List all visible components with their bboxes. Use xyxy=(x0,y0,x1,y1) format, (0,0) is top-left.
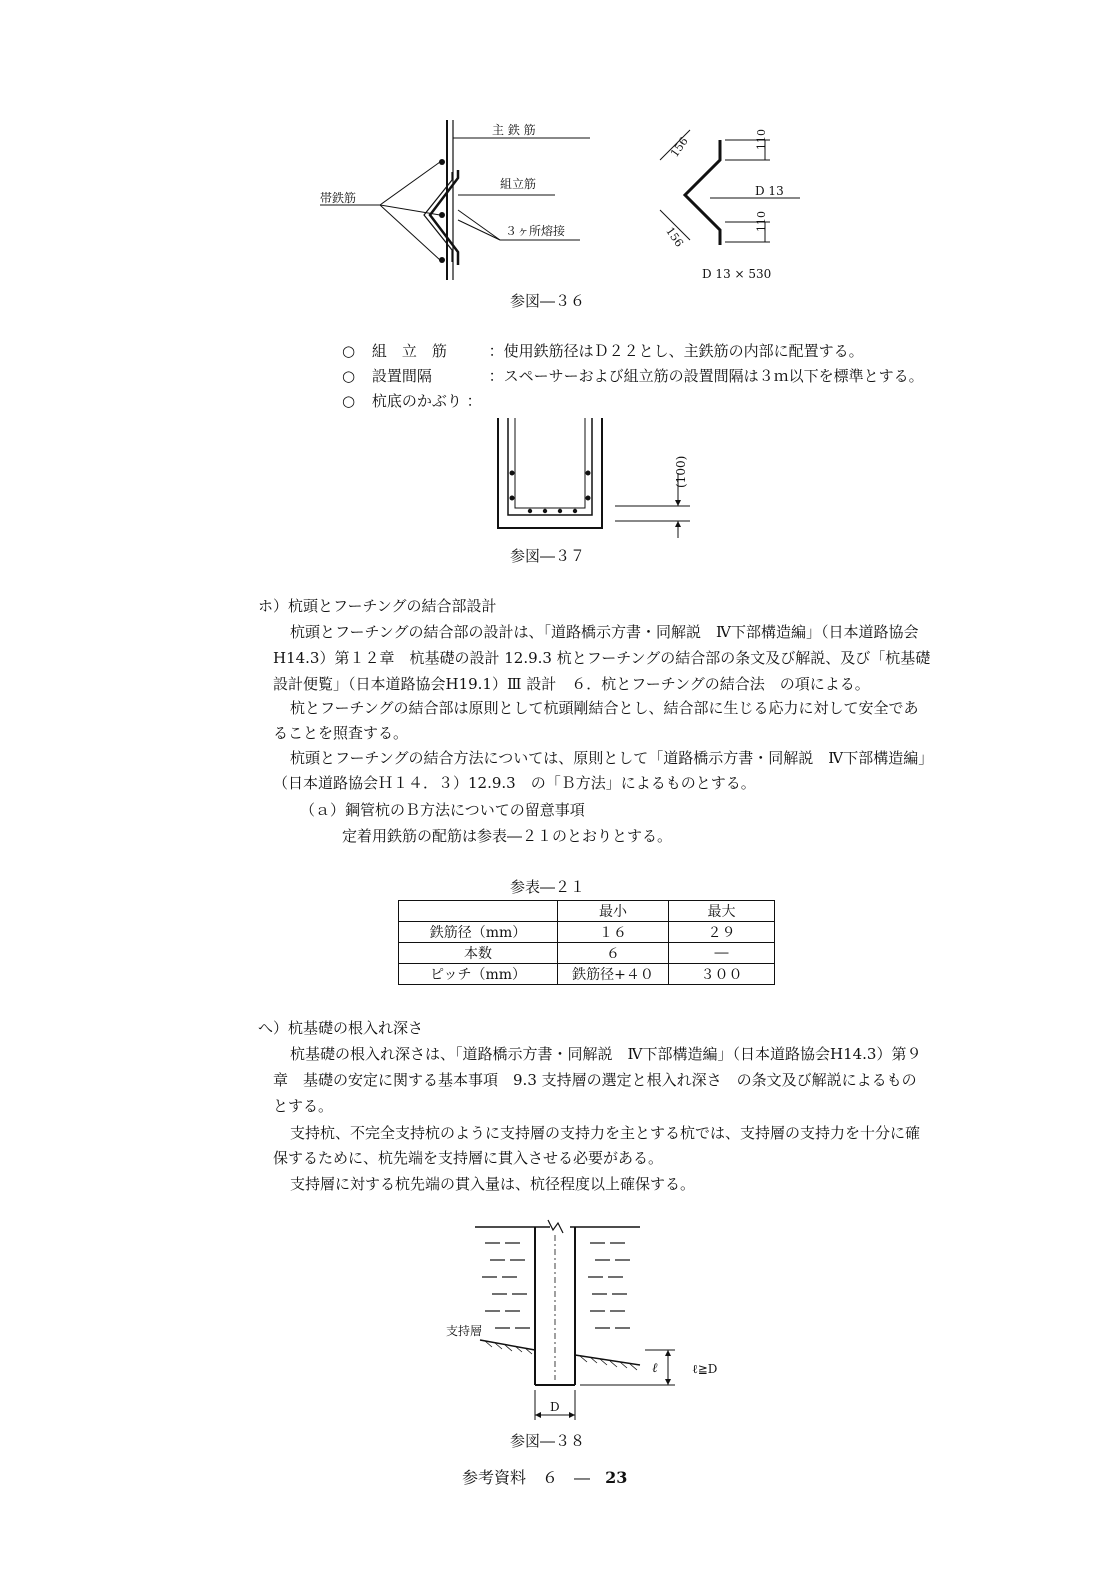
section-heading-ho: ホ）杭頭とフーチングの結合部設計 xyxy=(258,597,497,615)
table-row: ピッチ（mm） 鉄筋径+４０ ３００ xyxy=(399,964,775,985)
item-assembly-bar: ○ 組 立 筋 ：使用鉄筋径はＤ２２とし、主鉄筋の内部に配置する。 xyxy=(342,342,864,360)
dim-156-bottom: 156 xyxy=(663,224,686,250)
paragraph-line: 杭頭とフーチングの結合部の設計は、「道路橋示方書・同解説 Ⅳ下部構造編」（日本道路協会 xyxy=(290,623,919,641)
paragraph-line: （日本道路協会Ｈ１４．３）12.9.3 の「Ｂ方法」によるものとする。 xyxy=(273,774,756,792)
figure-36 xyxy=(300,120,820,285)
paragraph-line: 杭頭とフーチングの結合方法については、原則として「道路橋示方書・同解説 Ⅳ下部構造編」 xyxy=(290,749,934,767)
paragraph-line: 保するために、杭先端を支持層に貫入させる必要がある。 xyxy=(273,1149,664,1167)
table-row: 鉄筋径（mm） １６ ２９ xyxy=(399,922,775,943)
label-bearing-layer: 支持層 xyxy=(446,1324,483,1338)
paragraph-line: ることを照査する。 xyxy=(273,724,409,742)
label-d: D xyxy=(550,1400,560,1414)
section-heading-he: へ）杭基礎の根入れ深さ xyxy=(258,1019,424,1037)
paragraph-line: 杭とフーチングの結合部は原則として杭頭剛結合とし、結合部に生じる応力に対して安全であ xyxy=(290,699,919,717)
table-row: 本数 ６ ― xyxy=(399,943,775,964)
label-main-bar: 主 鉄 筋 xyxy=(492,123,536,137)
dim-110-top: 110 xyxy=(755,129,768,150)
dim-110-bottom: 110 xyxy=(755,211,768,232)
dim-100: (100) xyxy=(674,455,688,488)
page-number: 23 xyxy=(605,1468,628,1487)
item-interval: ○ 設置間隔 ：スペーサーおよび組立筋の設置間隔は３ｍ以下を標準とする。 xyxy=(342,367,924,385)
paragraph-line: 支持層に対する杭先端の貫入量は、杭径程度以上確保する。 xyxy=(290,1175,696,1193)
item-bottom-cover: ○ 杭底のかぶり ： xyxy=(342,392,482,410)
paragraph-line: 定着用鉄筋の配筋は参表―２１のとおりとする。 xyxy=(342,827,673,845)
figure-38 xyxy=(440,1215,740,1425)
label-hoop-bar: 帯鉄筋 xyxy=(320,191,357,205)
paragraph-line: 杭基礎の根入れ深さは、「道路橋示方書・同解説 Ⅳ下部構造編」（日本道路協会H14.3）第９ xyxy=(290,1045,922,1063)
caption-figure-36: 参図―３６ xyxy=(510,292,586,310)
figure-37 xyxy=(490,418,700,543)
paragraph-line: H14.3）第１２章 杭基礎の設計 12.9.3 杭とフーチングの結合部の条文及び解説、及び「杭基礎 xyxy=(273,649,931,667)
label-weld: ３ヶ所熔接 xyxy=(505,224,566,238)
paragraph-line: 設計便覧」（日本道路協会H19.1）Ⅲ 設計 ６．杭とフーチングの結合法 の項による。 xyxy=(273,675,870,693)
sub-heading: （ａ）鋼管杭のＢ方法についての留意事項 xyxy=(300,801,585,819)
caption-table-21: 参表―２１ xyxy=(510,878,586,896)
label-assembly-bar: 組立筋 xyxy=(500,177,537,191)
label-l: ℓ xyxy=(652,1361,658,1376)
reference-table-21 xyxy=(398,900,775,985)
table-row: 最小 最大 xyxy=(399,901,775,922)
caption-figure-38: 参図―３８ xyxy=(510,1432,586,1450)
paragraph-line: 支持杭、不完全支持杭のように支持層の支持力を主とする杭では、支持層の支持力を十分に確 xyxy=(290,1124,921,1142)
label-d13: D 13 xyxy=(755,184,784,198)
label-size: D 13 × 530 xyxy=(702,267,772,281)
dim-156-top: 156 xyxy=(668,134,691,160)
page-footer: 参考資料 ６ ― 23 xyxy=(462,1468,628,1487)
paragraph-line: 章 基礎の安定に関する基本事項 9.3 支持層の選定と根入れ深さ の条文及び解説によるもの xyxy=(273,1071,917,1089)
caption-figure-37: 参図―３７ xyxy=(510,547,586,565)
paragraph-line: とする。 xyxy=(273,1097,334,1115)
label-condition: ℓ≧D xyxy=(692,1362,718,1376)
